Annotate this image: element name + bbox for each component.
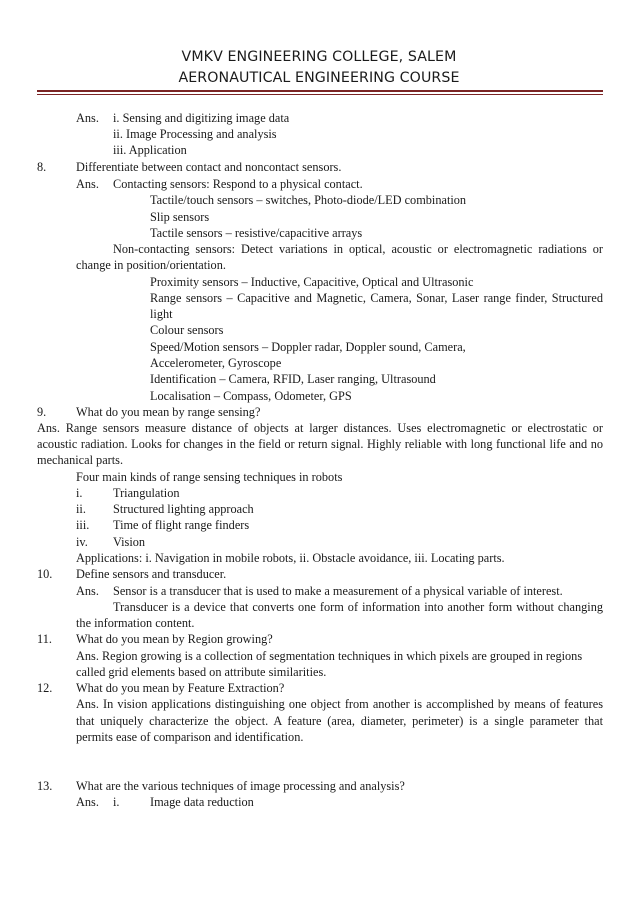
list-marker: iii. (76, 518, 90, 532)
answer-text: Slip sensors (150, 210, 210, 224)
question-text: What do you mean by Feature Extraction? (76, 681, 285, 695)
answer-text: the information content. (76, 616, 195, 630)
answer-text: change in position/orientation. (76, 258, 226, 272)
list-item: Time of flight range finders (113, 518, 250, 532)
question-text: What are the various techniques of image processing and analysis? (76, 779, 405, 793)
answer-text: Colour sensors (150, 323, 224, 337)
question-text: What do you mean by range sensing? (76, 405, 261, 419)
list-marker: i. (76, 486, 83, 500)
answer-text: mechanical parts. (37, 453, 124, 467)
answer-text: Sensor is a transducer that is used to make a measurement of a physical variable of interest. (113, 584, 563, 598)
list-item: Triangulation (113, 486, 180, 500)
answer-text: Identification – Camera, RFID, Laser ranging, Ultrasound (150, 372, 436, 386)
list-marker: i. (113, 795, 120, 809)
answer-text: Proximity sensors – Inductive, Capacitive, Optical and Ultrasonic (150, 275, 474, 289)
header-rule (37, 90, 603, 92)
answer-text: Ans. Range sensors measure distance of objects at larger distances. Uses electromagnetic or electrostatic or (37, 421, 603, 435)
question-text: Define sensors and transducer. (76, 567, 227, 581)
answer-text: light (150, 307, 173, 321)
question-number: 8. (37, 160, 47, 174)
answer-text: Four main kinds of range sensing techniques in robots (76, 470, 343, 484)
header-college: VMKV ENGINEERING COLLEGE, SALEM (181, 49, 457, 65)
answer-text: acoustic radiation. Looks for changes in the field or return signal. Highly reliable with long functional life and no (37, 437, 603, 451)
answer-text: Non-contacting sensors: Detect variations in optical, acoustic or electromagnetic radiations or (113, 242, 603, 256)
header-rule-thin (37, 94, 603, 95)
question-number: 12. (37, 681, 53, 695)
answer-label: Ans. (76, 111, 99, 125)
answer-label: Ans. (76, 584, 99, 598)
list-marker: iv. (76, 535, 88, 549)
answer-text: Range sensors – Capacitive and Magnetic, Camera, Sonar, Laser range finder, Structured (150, 291, 603, 305)
header-course: AERONAUTICAL ENGINEERING COURSE (178, 70, 460, 86)
answer-text: Accelerometer, Gyroscope (150, 356, 282, 370)
list-item: Vision (113, 535, 146, 549)
answer-text: iii. Application (113, 143, 187, 157)
question-text: Differentiate between contact and noncontact sensors. (76, 160, 342, 174)
answer-text: called grid elements based on attribute similarities. (76, 665, 327, 679)
answer-label: Ans. (76, 795, 99, 809)
question-number: 13. (37, 779, 53, 793)
answer-text: Contacting sensors: Respond to a physical contact. (113, 177, 363, 191)
question-text: What do you mean by Region growing? (76, 632, 273, 646)
question-number: 11. (37, 632, 52, 646)
answer-text: Tactile/touch sensors – switches, Photo-diode/LED combination (150, 193, 467, 207)
answer-text: ii. Image Processing and analysis (113, 127, 277, 141)
answer-text: Localisation – Compass, Odometer, GPS (150, 389, 352, 403)
answer-text: i. Sensing and digitizing image data (113, 111, 290, 125)
answer-text: permits ease of comparison and identification. (76, 730, 304, 744)
answer-text: that uniquely characterize the object. A feature (area, diameter, perimeter) is a single parameter that (76, 714, 603, 728)
list-item: Structured lighting approach (113, 502, 254, 516)
question-number: 9. (37, 405, 47, 419)
answer-text: Ans. In vision applications distinguishing one object from another is accomplished by means of features (76, 697, 603, 711)
answer-text: Transducer is a device that converts one form of information into another form without changing (113, 600, 603, 614)
answer-text: Tactile sensors – resistive/capacitive arrays (150, 226, 363, 240)
answer-label: Ans. (76, 177, 99, 191)
answer-text: Ans. Region growing is a collection of segmentation techniques in which pixels are grouped in regions (76, 649, 583, 663)
question-number: 10. (37, 567, 53, 581)
list-marker: ii. (76, 502, 86, 516)
list-item: Image data reduction (150, 795, 254, 809)
answer-text: Applications: i. Navigation in mobile robots, ii. Obstacle avoidance, iii. Locating parts. (76, 551, 505, 565)
answer-text: Speed/Motion sensors – Doppler radar, Doppler sound, Camera, (150, 340, 466, 354)
